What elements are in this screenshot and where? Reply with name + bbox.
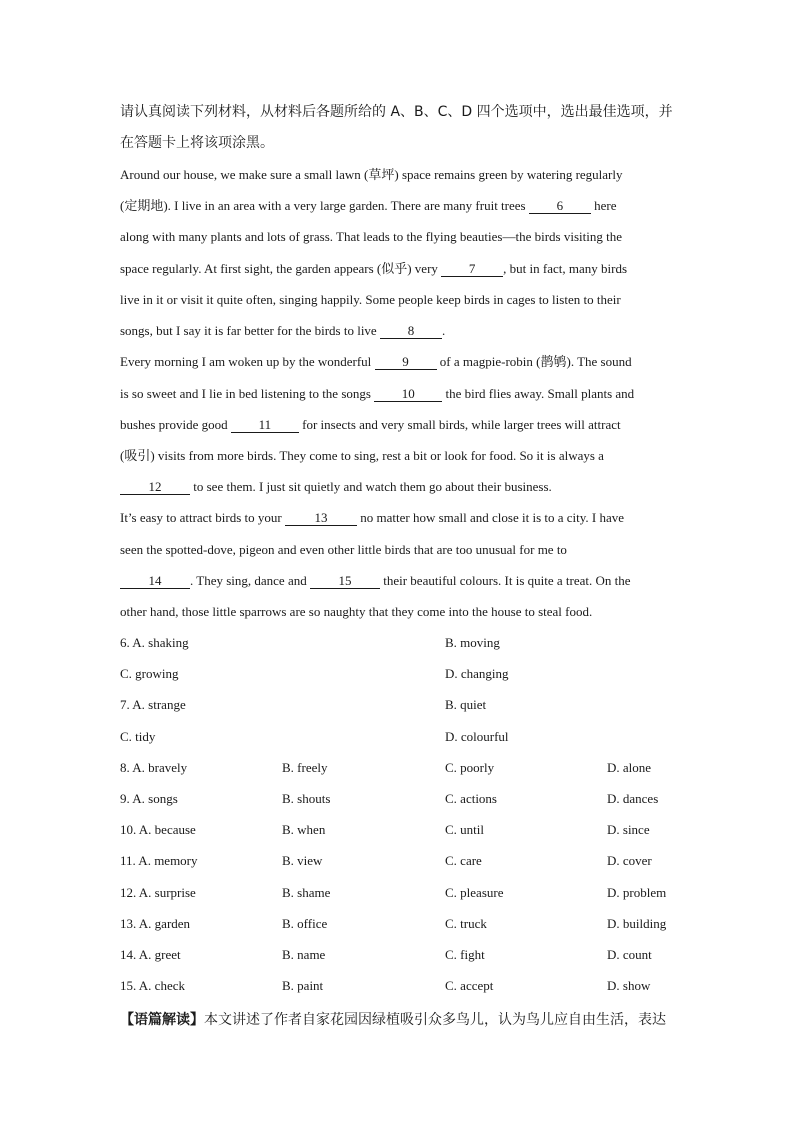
analysis-line — [120, 1012, 666, 1028]
passage-text: the bird flies away. Small plants and — [442, 386, 635, 401]
passage-text: space regularly. At first sight, the garden appears (似乎) very — [120, 261, 442, 276]
passage-line — [120, 479, 552, 495]
passage-text: (定期地). I live in an area with a very large garden. There are many fruit trees — [120, 198, 529, 213]
passage-text: of a magpie-robin (鹊鸲). The sound — [436, 354, 632, 369]
passage-line — [120, 198, 616, 214]
option-9c: C. actions — [445, 791, 497, 806]
passage-text: Every morning I am woken up by the wonderful — [120, 354, 375, 369]
option-13c: C. truck — [445, 916, 487, 931]
passage-text: It’s easy to attract birds to your — [120, 510, 285, 525]
blank-10: 10 — [374, 387, 442, 402]
option-6a: 6. A. shaking — [120, 635, 189, 650]
option-14a: 14. A. greet — [120, 947, 181, 962]
passage-text: for insects and very small birds, while larger trees will attract — [298, 417, 621, 432]
passage-line — [120, 417, 621, 433]
passage-text: . They sing, dance and — [190, 573, 310, 588]
passage-line: along with many plants and lots of grass. That leads to the flying beauties—the birds visiting the — [120, 229, 622, 244]
blank-13: 13 — [285, 511, 357, 526]
option-7c: C. tidy — [120, 729, 156, 744]
option-9b: B. shouts — [282, 791, 331, 806]
passage-line: seen the spotted-dove, pigeon and even other little birds that are too unusual for me to — [120, 542, 567, 557]
option-13a: 13. A. garden — [120, 916, 191, 931]
option-6b: B. moving — [445, 635, 500, 650]
option-6d: D. changing — [445, 666, 509, 681]
passage-line — [120, 510, 624, 526]
option-15a: 15. A. check — [120, 978, 185, 993]
option-15d: D. show — [607, 978, 651, 993]
passage-line — [120, 386, 634, 402]
option-11d: D. cover — [607, 853, 652, 868]
option-15c: C. accept — [445, 978, 494, 993]
blank-11: 11 — [231, 418, 299, 433]
passage-text: no matter how small and close it is to a city. I have — [357, 510, 625, 525]
option-13b: B. office — [282, 916, 328, 931]
passage-text: to see them. I just sit quietly and watch them go about their business. — [190, 479, 552, 494]
passage-text: . — [441, 323, 446, 338]
passage-line — [120, 573, 631, 589]
analysis-label: 【语篇解读】 — [120, 1012, 204, 1028]
option-11b: B. view — [282, 853, 323, 868]
instruction-line-1: 请认真阅读下列材料，从材料后各题所给的 A、B、C、D 四个选项中，选出最佳选项，并 — [120, 104, 673, 120]
instruction-line-2: 在答题卡上将该项涂黑。 — [120, 135, 274, 151]
blank-12: 12 — [120, 480, 190, 495]
option-6c: C. growing — [120, 666, 179, 681]
analysis-text: 本文讲述了作者自家花园因绿植吸引众多鸟儿，认为鸟儿应自由生活，表达 — [204, 1012, 666, 1028]
option-8d: D. alone — [607, 760, 652, 775]
passage-line: live in it or visit it quite often, singing happily. Some people keep birds in cages to listen to their — [120, 292, 621, 307]
option-8c: C. poorly — [445, 760, 495, 775]
option-11a: 11. A. memory — [120, 853, 198, 868]
passage-text: bushes provide good — [120, 417, 231, 432]
passage-line — [120, 354, 632, 370]
passage-line — [120, 323, 445, 339]
option-12d: D. problem — [607, 885, 667, 900]
option-10c: C. until — [445, 822, 485, 837]
option-12b: B. shame — [282, 885, 331, 900]
passage-text: songs, but I say it is far better for the birds to live — [120, 323, 380, 338]
option-14d: D. count — [607, 947, 652, 962]
blank-14: 14 — [120, 574, 190, 589]
option-7b: B. quiet — [445, 697, 487, 712]
passage-line: (吸引) visits from more birds. They come to sing, rest a bit or look for food. So it is always a — [120, 448, 604, 463]
option-14b: B. name — [282, 947, 326, 962]
option-14c: C. fight — [445, 947, 485, 962]
blank-15: 15 — [310, 574, 380, 589]
option-13d: D. building — [607, 916, 667, 931]
blank-8: 8 — [380, 324, 442, 339]
option-10b: B. when — [282, 822, 326, 837]
option-9d: D. dances — [607, 791, 659, 806]
option-11c: C. care — [445, 853, 482, 868]
blank-6: 6 — [529, 199, 591, 214]
passage-line: Around our house, we make sure a small lawn (草坪) space remains green by watering regularly — [120, 167, 623, 182]
passage-text: here — [590, 198, 617, 213]
option-10a: 10. A. because — [120, 822, 196, 837]
option-7a: 7. A. strange — [120, 697, 186, 712]
blank-9: 9 — [375, 355, 437, 370]
option-12a: 12. A. surprise — [120, 885, 196, 900]
option-10d: D. since — [607, 822, 650, 837]
passage-text: , but in fact, many birds — [503, 261, 628, 276]
option-15b: B. paint — [282, 978, 324, 993]
option-12c: C. pleasure — [445, 885, 504, 900]
passage-line — [120, 261, 627, 277]
passage-text: their beautiful colours. It is quite a treat. On the — [379, 573, 631, 588]
option-8b: B. freely — [282, 760, 328, 775]
option-9a: 9. A. songs — [120, 791, 178, 806]
passage-text: is so sweet and I lie in bed listening to the songs — [120, 386, 375, 401]
passage-line: other hand, those little sparrows are so naughty that they come into the house to steal food. — [120, 604, 593, 619]
option-8a: 8. A. bravely — [120, 760, 188, 775]
blank-7: 7 — [441, 262, 503, 277]
option-7d: D. colourful — [445, 729, 509, 744]
